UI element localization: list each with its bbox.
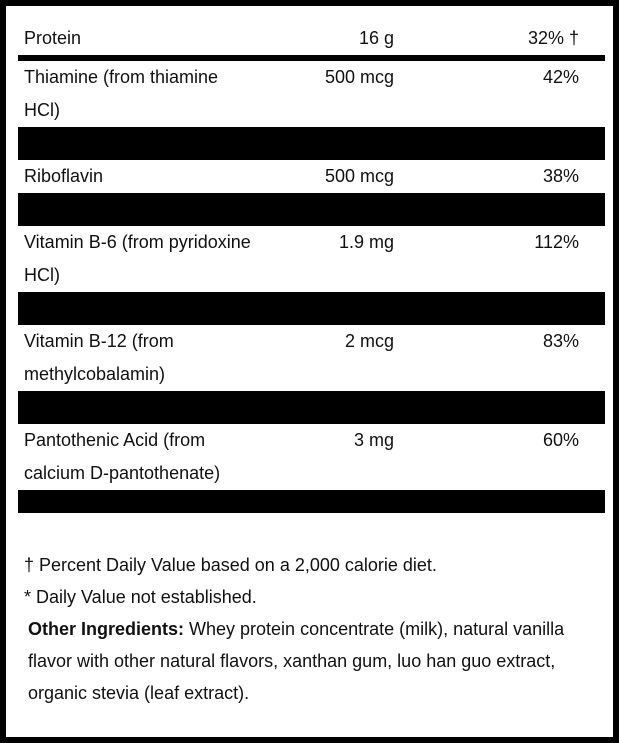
other-ingredients	[18, 613, 613, 709]
table-row	[18, 226, 605, 292]
supplement-facts-panel	[6, 6, 613, 737]
table-row	[18, 160, 605, 193]
table-row	[18, 22, 605, 55]
divider-bar	[18, 391, 605, 424]
other-ingredients-text: Whey protein concentrate (milk), natural vanilla flavor with other natural flavors, xanthan gum, luo han guo extract, organic stevia (leaf extract).	[28, 619, 565, 703]
nutrient-amount: 500 mcg	[324, 67, 394, 87]
divider-bar	[18, 127, 605, 160]
nutrient-amount: 500 mcg	[324, 166, 394, 186]
nutrient-name: Thiamine (from thiamine HCl)	[24, 67, 219, 120]
nutrient-daily-value: 38%	[542, 166, 579, 186]
nutrient-name: Vitamin B-12 (from methylcobalamin)	[24, 331, 174, 384]
percent-dv-footnote: † Percent Daily Value based on a 2,000 calorie diet.	[24, 555, 437, 575]
footnotes	[18, 549, 613, 709]
table-row	[18, 424, 605, 490]
other-ingredients-label: Other Ingredients:	[28, 619, 185, 639]
table-row	[18, 325, 605, 391]
divider-bar	[18, 490, 605, 513]
table-row	[18, 61, 605, 127]
nutrient-name: Pantothenic Acid (from calcium D-pantothenate)	[24, 430, 221, 483]
nutrient-daily-value: 60%	[542, 430, 579, 450]
not-established-footnote: * Daily Value not established.	[24, 587, 257, 607]
divider-bar	[18, 292, 605, 325]
nutrient-daily-value: 32% †	[527, 28, 579, 48]
nutrient-amount: 16 g	[358, 28, 394, 48]
nutrient-name: Vitamin B-6 (from pyridoxine HCl)	[24, 232, 251, 285]
nutrient-amount: 3 mg	[353, 430, 394, 450]
nutrient-name: Protein	[24, 28, 82, 48]
nutrient-daily-value: 83%	[542, 331, 579, 351]
nutrient-daily-value: 112%	[534, 232, 579, 252]
nutrient-amount: 1.9 mg	[338, 232, 394, 252]
nutrient-table	[18, 22, 605, 513]
nutrient-name: Riboflavin	[24, 166, 104, 186]
nutrient-amount: 2 mcg	[344, 331, 394, 351]
divider-bar	[18, 193, 605, 226]
nutrient-daily-value: 42%	[542, 67, 579, 87]
